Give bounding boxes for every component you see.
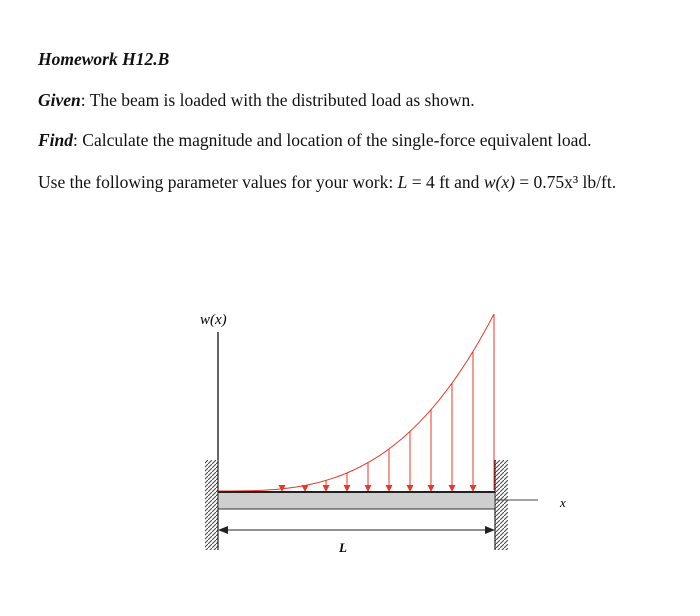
length-value: = 4 ft and <box>407 172 484 192</box>
given-separator: : <box>80 90 90 110</box>
given-text: The beam is loaded with the distributed load as shown. <box>89 90 475 110</box>
find-separator: : <box>73 130 83 150</box>
params-prefix: Use the following parameter values for your work: <box>38 172 398 192</box>
left-wall-support <box>205 460 218 550</box>
find-label: Find <box>38 130 74 150</box>
load-function-variable: w(x) <box>483 172 515 192</box>
beam <box>218 492 495 509</box>
length-variable: L <box>397 172 408 192</box>
length-dimension-label: L <box>339 540 347 555</box>
x-axis-label: x <box>560 495 566 510</box>
load-axis-label: w(x) <box>200 312 227 328</box>
distributed-load-curve <box>218 314 494 491</box>
given-label: Given <box>38 90 81 110</box>
load-arrow-group <box>282 351 473 490</box>
load-function-value: = 0.75x³ lb/ft. <box>514 172 617 192</box>
page-title: Homework H12.B <box>38 49 170 69</box>
right-wall-support <box>495 460 508 550</box>
find-text: Calculate the magnitude and location of the single-force equivalent load. <box>82 130 592 150</box>
